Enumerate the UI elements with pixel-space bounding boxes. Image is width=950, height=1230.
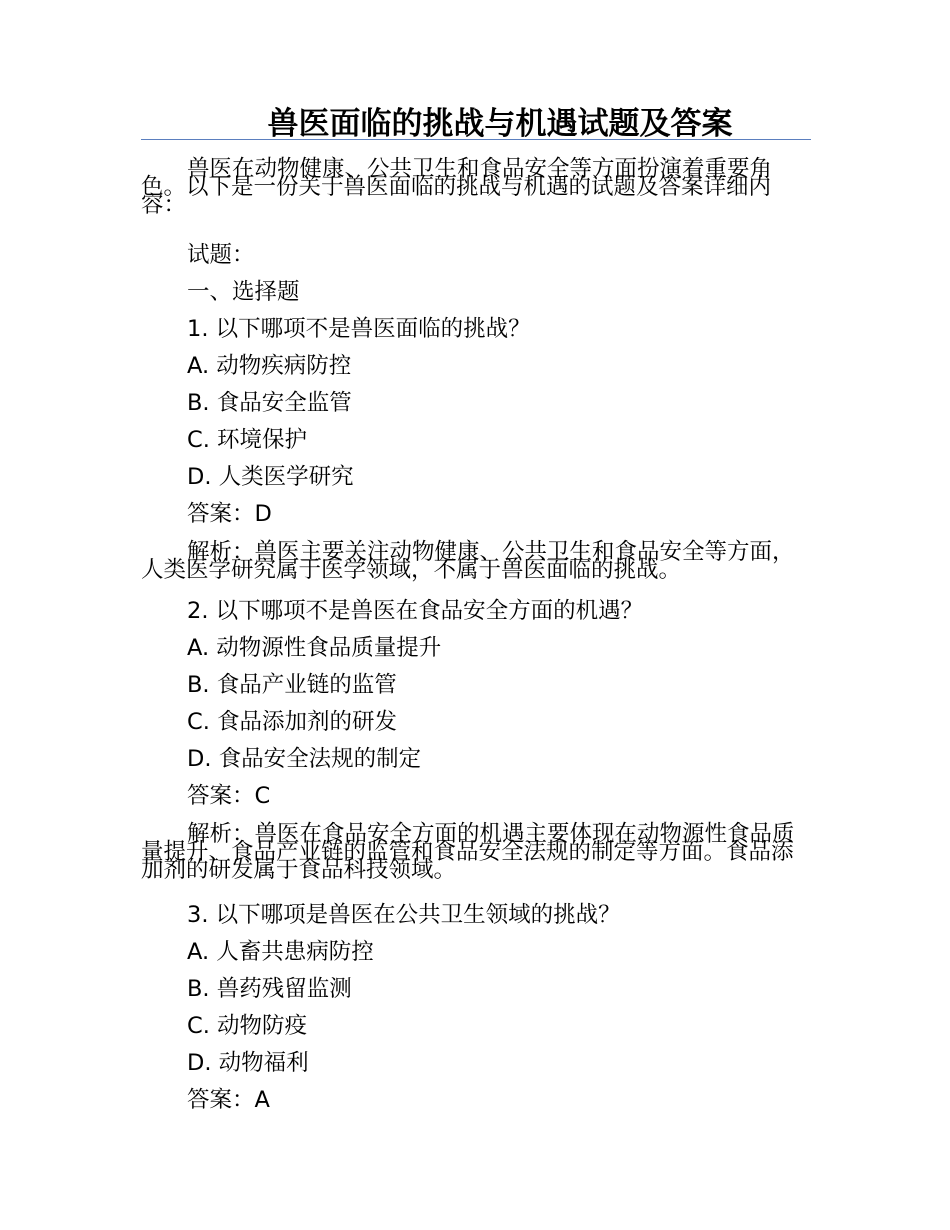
document-title: 兽医面临的挑战与机遇试题及答案: [267, 106, 733, 142]
q2-option-d: D. 食品安全法规的制定: [187, 746, 422, 772]
q2-option-b: B. 食品产业链的监管: [187, 672, 397, 698]
section-label: 试题：: [187, 242, 255, 268]
q1-explanation: 解析：兽医主要关注动物健康、公共卫生和食品安全等方面，人类医学研究属于医学领域，不属于兽医面临的挑战。: [141, 539, 795, 583]
q1-option-c: C. 环境保护: [187, 427, 308, 453]
q2-explanation: 解析：兽医在食品安全方面的机遇主要体现在动物源性食品质量提升、食品产业链的监管和食品安全法规的制定等方面。食品添加剂的研发属于食品科技领域。: [141, 821, 795, 883]
q2-option-a: A. 动物源性食品质量提升: [187, 635, 442, 661]
q1-option-d: D. 人类医学研究: [187, 464, 354, 490]
q3-answer: 答案：A: [187, 1087, 270, 1113]
q1-option-b: B. 食品安全监管: [187, 390, 352, 416]
intro-paragraph: 兽医在动物健康、公共卫生和食品安全等方面扮演着重要角色。以下是一份关于兽医面临的挑战与机遇的试题及答案详细内容：: [141, 156, 773, 218]
q3-option-a: A. 人畜共患病防控: [187, 939, 374, 965]
q3-option-b: B. 兽药残留监测: [187, 976, 352, 1002]
q2-answer: 答案：C: [187, 783, 271, 809]
q3-option-c: C. 动物防疫: [187, 1013, 308, 1039]
question-1: 1. 以下哪项不是兽医面临的挑战？: [187, 316, 531, 342]
q3-option-d: D. 动物福利: [187, 1050, 309, 1076]
question-2: 2. 以下哪项不是兽医在食品安全方面的机遇？: [187, 598, 644, 624]
q1-option-a: A. 动物疾病防控: [187, 353, 352, 379]
question-3: 3. 以下哪项是兽医在公共卫生领域的挑战？: [187, 902, 621, 928]
section-heading: 一、选择题: [187, 279, 300, 305]
title-underline: [141, 139, 811, 140]
q2-option-c: C. 食品添加剂的研发: [187, 709, 398, 735]
q1-answer: 答案：D: [187, 501, 272, 527]
